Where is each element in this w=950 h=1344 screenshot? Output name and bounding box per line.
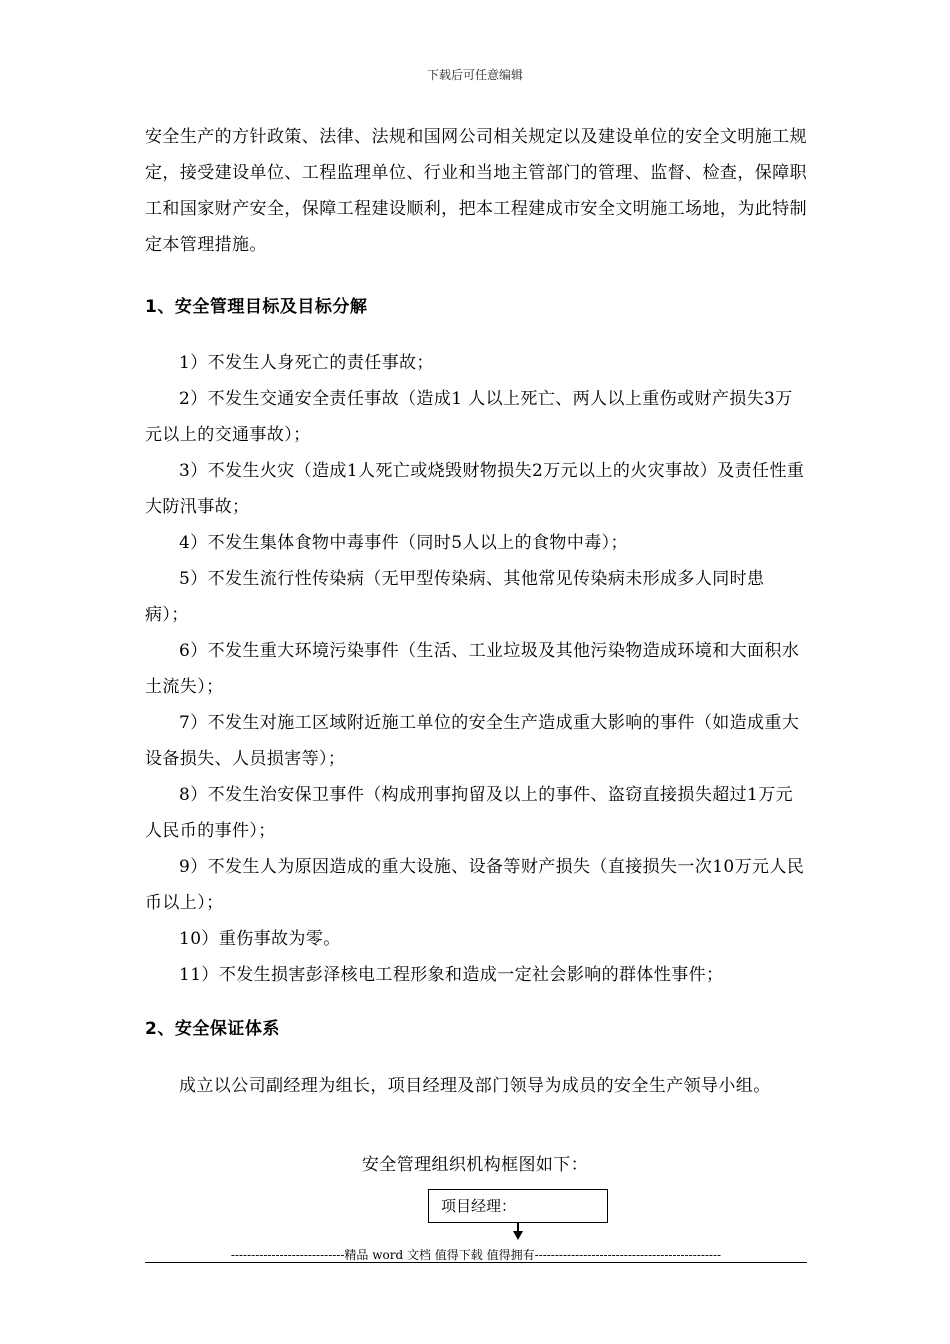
- goal-item: 7）不发生对施工区域附近施工单位的安全生产造成重大影响的事件（如造成重大设备损失、人员损害等）；: [145, 713, 800, 769]
- goal-item: 11）不发生损害彭泽核电工程形象和造成一定社会影响的群体性事件；: [179, 965, 724, 985]
- section-2-title: 2、安全保证体系: [145, 1019, 280, 1039]
- arrow-down-icon: [513, 1231, 523, 1240]
- page-footer: ----------------------------精品 word 文档 值得下载 值得拥有----------------------------------------------: [230, 1248, 722, 1262]
- goal-item: 10）重伤事故为零。: [179, 929, 341, 949]
- goal-item: 8）不发生治安保卫事件（构成刑事拘留及以上的事件、盗窃直接损失超过1万元人民币的事件）；: [145, 785, 794, 841]
- goal-item: 5）不发生流行性传染病（无甲型传染病、其他常见传染病未形成多人同时患病）；: [145, 569, 765, 625]
- footer-rule: [145, 1262, 807, 1263]
- org-chart-box-project-manager: 项目经理：: [428, 1189, 608, 1223]
- section-2-body: [145, 1068, 807, 1104]
- goal-item: 4）不发生集体食物中毒事件（同时5人以上的食物中毒）；: [179, 533, 628, 553]
- goal-item: 1）不发生人身死亡的责任事故；: [179, 353, 434, 373]
- goal-item: 6）不发生重大环境污染事件（生活、工业垃圾及其他污染物造成环境和大面积水土流失）；: [145, 641, 800, 697]
- section-1-title: 1、安全管理目标及目标分解: [145, 297, 368, 317]
- goal-item: 3）不发生火灾（造成1人死亡或烧毁财物损失2万元以上的火灾事故）及责任性重大防汛事故；: [145, 461, 805, 517]
- goal-item: 2）不发生交通安全责任事故（造成1 人以上死亡、两人以上重伤或财产损失3万元以上的交通事故）；: [145, 389, 793, 445]
- goal-item: 9）不发生人为原因造成的重大设施、设备等财产损失（直接损失一次10万元人民币以上）；: [145, 857, 805, 913]
- goals-list: [145, 345, 807, 993]
- org-chart-caption: 安全管理组织机构框图如下：: [361, 1155, 589, 1175]
- section-2-paragraph: 成立以公司副经理为组长，项目经理及部门领导为成员的安全生产领导小组。: [179, 1076, 771, 1096]
- intro-paragraph: 安全生产的方针政策、法律、法规和国网公司相关规定以及建设单位的安全文明施工规定，接受建设单位、工程监理单位、行业和当地主管部门的管理、监督、检查，保障职工和国家财产安全，保障工程建设顺利，把本工程建成市安全文明施工场地，为此特制定本管理措施。: [145, 127, 807, 255]
- page-header: 下载后可任意编辑: [426, 68, 523, 82]
